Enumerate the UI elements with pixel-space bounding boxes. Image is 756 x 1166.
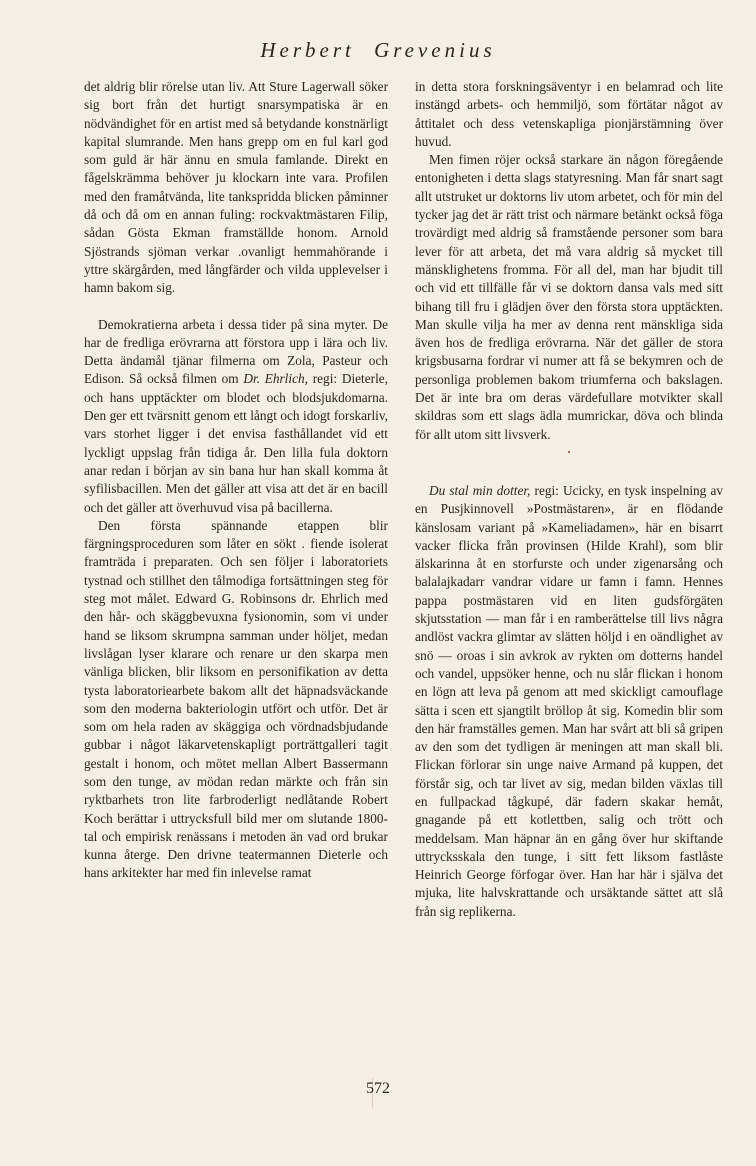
paragraph	[415, 482, 723, 921]
film-title: Dr. Ehrlich,	[243, 371, 308, 387]
paragraph-text: regi: Ucicky, en tysk inspelning av en Pusjkinnovell »Postmästaren», är en flödande känslosam variant på »Kameliadamen», här en bisarrt vacker flicka från provinsen (Hilde Krahl), som blir älskarinna åt en storfurste och under zigenarsång och balalajkadarr vandrar vidare ur famn i famn. Hennes pappa postmästaren vid en liten gudsförgäten skjutsstation — man får i en ramberättelse till livs några andlöst vackra glimtar av slätten höljd i en oändlighet av snö — oroas i sin avkrok av rykten om dotterns handel och vandel, uppsöker henne, och nu slår flickan i honom en lögn att leva på genom att med skickligt camouflage sätta i scen ett sjangtilt bröllop åt sig. Komedin blir som den här framställes gemen. Man har svårt att bli så gripen av den som det tydligen är meningen att man skall bli. Flickan förlorar sin unge naive Armand på kuppen, det förstår sig, och tar livet av sig, medan bilden växlas till en fullpackad tågkupé, där fadern skakar hemåt, gnagande på ett kotlettben, salig och trött och meddelsam. Man häpnar än en gång över hur skiftande uttrycksskala den tunge, i sitt fett liksom fastlåste Heinrich George förfogar över. Han har här i själva det mjuka, lite halvskrattande och ursäktande sättet att slå från sig replikerna.	[415, 482, 723, 919]
paragraph: in detta stora forskningsäventyr i en belamrad och lite instängd arbets- och hemmiljö, som förtätar något av åttitalet och dess vetenskapliga pionjärstämning över huvud.	[415, 79, 723, 149]
running-title: Herbert Grevenius	[260, 38, 496, 62]
section-ornament: •	[567, 447, 571, 457]
paragraph: det aldrig blir rörelse utan liv. Att Sture Lagerwall söker sig bort från det hurtigt snarsympatiska är en nödvändighet för en artist med så betydande konstnärligt kapital slumrande. Men hans grepp om en ful karl god som guld är här ännu en smula famlande. Direkt en fågelskrämma behöver ju klockarn inte vara. Profilen med den framåtvända, lite tankspridda blicken påminner då och då om en annan fuling: rockvaktmästaren Filip, sådan Gösta Ekman framställde honom. Arnold Sjöstrands sjöman verkar .ovanligt hemmahörande i yttre skärgården, med långfärder och vilda upplevelser i hamn bakom sig.	[84, 79, 388, 296]
right-column	[415, 78, 723, 921]
film-title: Du stal min dotter,	[429, 482, 531, 498]
left-column	[84, 78, 388, 883]
paragraph	[84, 316, 388, 517]
paragraph-text: Demokratierna arbeta i dessa tider på sina myter. De har de fredliga erövrarna att förstora upp i lära och liv. Detta ändamål tjänar filmerna om Zola, Pasteur och Edison. Så också filmen om	[84, 316, 388, 387]
page-number: 572	[366, 1080, 390, 1097]
paragraph-text: regi: Dieterle, och hans upptäckter om blodet och blodsjukdomarna. Den ger ett tvärsnitt genom ett långt och idogt forskarliv, vars storhet ligger i det envisa fasthållandet vid ett lyckligt uppslag från tidiga år. Den lilla fula doktorn anar redan i början av sin bana hur han skall komma åt syfilisbacillen. Men det gäller att visa att det är en bacill och det gäller att överhuvud visa på bacillerna.	[84, 371, 388, 515]
paragraph: Den första spännande etappen blir färgningsproceduren som låter en sökt . fiende isolerat framträda i preparaten. Och sen följer i laboratoriets tystnad och stillhet den tålmodiga fortsättningen steg för steg mot målet. Edward G. Robinsons dr. Ehrlich med den hår- och skäggbevuxna fysionomin, som vi under hand se liksom skrumpna samman under höljet, medan livslågan lyser klarare och renare ur den skarpa men vänliga blicken, blir liksom en personifikation av detta tysta laboratoriearbete bakom allt det häpnadsväckande som den moderna bakteriologin utfört och utför. Det är som om hela raden av skäggiga och vördnadsbjudande gubbar i något läkarvetenskapligt porträttgalleri tagit gestalt i honom, och mötet mellan Albert Bassermann som den tunge, av mödan redan märkte och från sin ryktbarhets tron lite farbroderligt nedlåtande Robert Koch berättar i uttrycksfull bild mer om slutande 1800-tal och empirisk renässans i metoden än vad ord brukar kunna återge. Den drivne teatermannen Dieterle och hans arkitekter har med fin inlevelse ramat	[84, 517, 388, 881]
paragraph: Men fimen röjer också starkare än någon föregående entonigheten i detta slags statyresning. Man får snart sagt allt utstruket ur doktorns liv utom arbetet, och för min del tycker jag det är rätt trist och närmare betänkt också föga trovärdigt med aldrig så framstående personer som bara lever för att arbeta, det må vara aldrig så mycket till mänsklighetens fromma. För all del, man har bjudit till och vid ett tillfälle får vi se doktorn dansa vals med sitt bihang till fru i glädjen över den första stora upptäckten. Man skulle vilja ha mer av denna rent mänskliga sida även hos de fredliga erövrarna. När det gäller de stora krigsbusarna fordrar vi numer att få se bekymren och de personliga problemen bakom triumferna och bakslagen. Det är inte bra om deras värdefullare motvikter skall skildras som ett slags ädla mumrickar, döva och blinda för allt utom sitt livsverk.	[415, 152, 723, 442]
